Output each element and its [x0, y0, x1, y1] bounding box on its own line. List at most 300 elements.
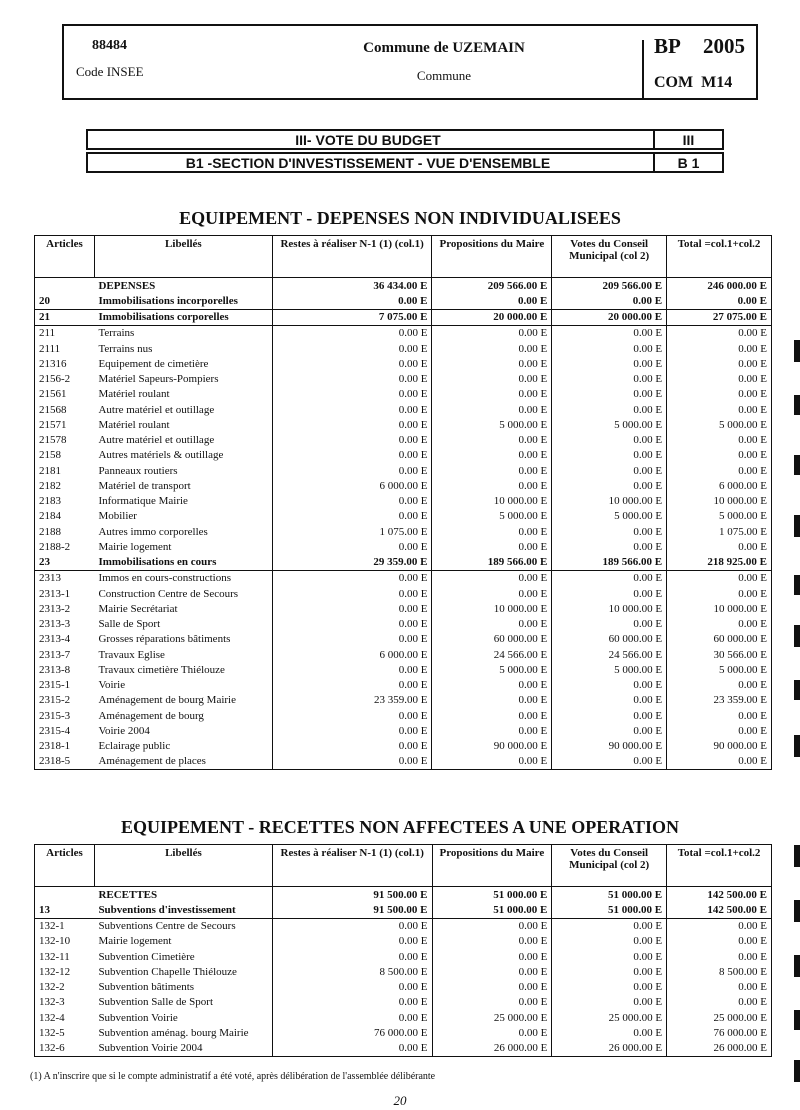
article-code: 2183 — [35, 494, 95, 509]
depenses-header-row — [35, 236, 772, 278]
article-code: 132-11 — [35, 949, 95, 964]
article-code — [35, 887, 95, 903]
cell-prop: 0.00 E — [432, 293, 552, 309]
row-label: Subvention Voirie 2004 — [94, 1041, 272, 1057]
commune-label: Commune — [416, 68, 472, 83]
scan-mark — [794, 955, 800, 977]
cell-prop: 0.00 E — [432, 478, 552, 493]
article-code: 2181 — [35, 463, 95, 478]
cell-restes: 0.00 E — [272, 995, 432, 1010]
cell-total: 0.00 E — [667, 448, 772, 463]
article-code: 2313-1 — [35, 586, 95, 601]
table-row — [35, 586, 772, 601]
article-code: 132-4 — [35, 1010, 95, 1025]
article-code: 20 — [35, 293, 95, 309]
col-restes: Restes à réaliser N-1 (1) (col.1) — [272, 236, 432, 278]
cell-total: 5 000.00 E — [667, 509, 772, 524]
cell-votes: 5 000.00 E — [552, 509, 667, 524]
cell-votes: 0.00 E — [552, 1025, 667, 1040]
cell-votes: 0.00 E — [552, 433, 667, 448]
cell-prop: 0.00 E — [432, 723, 552, 738]
table-row — [35, 478, 772, 493]
cell-total: 6 000.00 E — [667, 478, 772, 493]
cell-votes: 0.00 E — [552, 980, 667, 995]
row-label: Subvention bâtiments — [98, 981, 195, 994]
article-code: 132-2 — [35, 980, 95, 995]
table-row — [35, 417, 772, 432]
table-row — [35, 617, 772, 632]
row-label: Immobilisations corporelles — [94, 309, 272, 325]
table-row — [35, 1041, 772, 1057]
cell-total: 27 075.00 E — [667, 309, 772, 325]
row-label: Panneaux routiers — [98, 464, 178, 477]
row-label: Mairie logement — [98, 540, 172, 553]
row-label: Subventions Centre de Secours — [98, 920, 236, 933]
m14-label: M14 — [701, 74, 733, 91]
cell-votes: 10 000.00 E — [552, 601, 667, 616]
cell-votes: 0.00 E — [552, 539, 667, 554]
insee-code: 88484 — [92, 38, 127, 53]
table-row — [35, 647, 772, 662]
cell-votes: 0.00 E — [552, 325, 667, 341]
row-label: Voirie 2004 — [98, 724, 150, 737]
article-code: 2111 — [35, 341, 95, 356]
article-code: 2313-8 — [35, 662, 95, 677]
table-row — [35, 278, 772, 294]
cell-total: 0.00 E — [667, 570, 772, 586]
table-row — [35, 356, 772, 371]
col-propositions: Propositions du Maire — [432, 236, 552, 278]
table-row — [35, 678, 772, 693]
cell-total: 0.00 E — [667, 586, 772, 601]
cell-prop: 0.00 E — [432, 995, 552, 1010]
depenses-body — [35, 278, 772, 770]
article-code: 132-5 — [35, 1025, 95, 1040]
article-code: 13 — [35, 902, 95, 918]
cell-restes: 91 500.00 E — [272, 902, 432, 918]
budget-year — [654, 34, 745, 59]
cell-prop: 5 000.00 E — [432, 509, 552, 524]
banner-section — [86, 152, 724, 173]
article-code: 21578 — [35, 433, 95, 448]
article-code: 2182 — [35, 478, 95, 493]
col-total: Total =col.1+col.2 — [667, 845, 772, 887]
scan-mark — [794, 340, 800, 362]
cell-votes: 0.00 E — [552, 448, 667, 463]
article-code — [35, 278, 95, 294]
cell-prop: 0.00 E — [432, 754, 552, 770]
banner-code-2: B 1 — [677, 155, 700, 171]
cell-total: 90 000.00 E — [667, 739, 772, 754]
cell-total: 0.00 E — [667, 325, 772, 341]
cell-restes: 0.00 E — [272, 570, 432, 586]
row-label: Subventions d'investissement — [94, 902, 272, 918]
table-row — [35, 509, 772, 524]
cell-prop: 0.00 E — [432, 708, 552, 723]
table-row — [35, 555, 772, 571]
scan-mark — [794, 680, 800, 700]
cell-prop: 0.00 E — [432, 372, 552, 387]
bp-label: BP — [654, 34, 680, 58]
cell-total: 142 500.00 E — [667, 902, 772, 918]
recettes-table — [34, 844, 772, 1057]
cell-total: 10 000.00 E — [667, 601, 772, 616]
table-row — [35, 293, 772, 309]
table-row — [35, 902, 772, 918]
row-label: Informatique Mairie — [98, 495, 188, 508]
cell-restes: 91 500.00 E — [272, 887, 432, 903]
scan-mark — [794, 395, 800, 415]
cell-restes: 8 500.00 E — [272, 964, 432, 979]
article-code: 2184 — [35, 509, 95, 524]
cell-total: 246 000.00 E — [667, 278, 772, 294]
cell-prop: 0.00 E — [432, 918, 552, 934]
cell-total: 0.00 E — [667, 723, 772, 738]
table-row — [35, 325, 772, 341]
cell-votes: 60 000.00 E — [552, 632, 667, 647]
cell-votes: 0.00 E — [552, 463, 667, 478]
cell-restes: 0.00 E — [272, 293, 432, 309]
cell-prop: 209 566.00 E — [432, 278, 552, 294]
article-code: 2158 — [35, 448, 95, 463]
table-row — [35, 723, 772, 738]
cell-restes: 0.00 E — [272, 678, 432, 693]
cell-total: 0.00 E — [667, 539, 772, 554]
article-code: 132-12 — [35, 964, 95, 979]
cell-restes: 0.00 E — [272, 539, 432, 554]
cell-votes: 0.00 E — [552, 723, 667, 738]
cell-total: 60 000.00 E — [667, 632, 772, 647]
cell-restes: 0.00 E — [272, 934, 432, 949]
table-row — [35, 387, 772, 402]
row-label: RECETTES — [98, 888, 158, 901]
cell-total: 8 500.00 E — [667, 964, 772, 979]
row-label: Eclairage public — [98, 740, 171, 753]
cell-restes: 0.00 E — [272, 617, 432, 632]
table-row — [35, 448, 772, 463]
article-code: 2156-2 — [35, 372, 95, 387]
cell-restes: 0.00 E — [272, 448, 432, 463]
row-label: Immos en cours-constructions — [98, 572, 232, 585]
header-divider — [642, 40, 644, 100]
cell-total: 0.00 E — [667, 754, 772, 770]
table-row — [35, 1010, 772, 1025]
table-row — [35, 372, 772, 387]
table-row — [35, 632, 772, 647]
row-label: Matériel Sapeurs-Pompiers — [98, 373, 219, 386]
cell-restes: 29 359.00 E — [272, 555, 432, 571]
cell-prop: 0.00 E — [432, 341, 552, 356]
scan-mark — [794, 845, 800, 867]
cell-total: 0.00 E — [667, 934, 772, 949]
cell-restes: 1 075.00 E — [272, 524, 432, 539]
table-row — [35, 739, 772, 754]
cell-total: 5 000.00 E — [667, 662, 772, 677]
cell-total: 0.00 E — [667, 387, 772, 402]
cell-prop: 0.00 E — [432, 964, 552, 979]
cell-votes: 20 000.00 E — [552, 309, 667, 325]
cell-total: 142 500.00 E — [667, 887, 772, 903]
cell-total: 0.00 E — [667, 293, 772, 309]
row-label: Mobilier — [98, 510, 137, 523]
row-label: Subvention aménag. bourg Mairie — [98, 1026, 249, 1039]
scan-mark — [794, 455, 800, 475]
cell-votes: 5 000.00 E — [552, 417, 667, 432]
year-label: 2005 — [702, 34, 745, 58]
cell-votes: 0.00 E — [552, 586, 667, 601]
cell-restes: 0.00 E — [272, 601, 432, 616]
cell-prop: 20 000.00 E — [432, 309, 552, 325]
recettes-header-row — [35, 845, 772, 887]
cell-total: 0.00 E — [667, 617, 772, 632]
row-label: Matériel de transport — [98, 479, 191, 492]
cell-total: 76 000.00 E — [667, 1025, 772, 1040]
article-code: 211 — [35, 325, 95, 341]
cell-prop: 26 000.00 E — [432, 1041, 552, 1057]
table-row — [35, 494, 772, 509]
scan-mark — [794, 1060, 800, 1082]
row-label: Immobilisations incorporelles — [94, 293, 272, 309]
table-row — [35, 402, 772, 417]
cell-prop: 0.00 E — [432, 980, 552, 995]
cell-prop: 0.00 E — [432, 617, 552, 632]
cell-votes: 0.00 E — [552, 293, 667, 309]
cell-votes: 0.00 E — [552, 387, 667, 402]
cell-restes: 0.00 E — [272, 341, 432, 356]
cell-restes: 0.00 E — [272, 1041, 432, 1057]
table-row — [35, 995, 772, 1010]
article-code: 2315-4 — [35, 723, 95, 738]
cell-restes: 0.00 E — [272, 402, 432, 417]
cell-total: 0.00 E — [667, 463, 772, 478]
table-row — [35, 693, 772, 708]
row-label: Subvention Voirie — [98, 1011, 178, 1024]
cell-total: 1 075.00 E — [667, 524, 772, 539]
row-label: Equipement de cimetière — [98, 357, 209, 370]
cell-total: 0.00 E — [667, 949, 772, 964]
row-label: Travaux Eglise — [98, 648, 165, 661]
table-row — [35, 539, 772, 554]
nomenclature — [654, 74, 732, 92]
article-code: 2315-3 — [35, 708, 95, 723]
cell-votes: 10 000.00 E — [552, 494, 667, 509]
table-row — [35, 887, 772, 903]
cell-total: 0.00 E — [667, 678, 772, 693]
article-code: 2315-2 — [35, 693, 95, 708]
cell-votes: 90 000.00 E — [552, 739, 667, 754]
cell-restes: 0.00 E — [272, 463, 432, 478]
cell-votes: 0.00 E — [552, 356, 667, 371]
table-row — [35, 934, 772, 949]
cell-votes: 0.00 E — [552, 708, 667, 723]
cell-votes: 0.00 E — [552, 678, 667, 693]
table-row — [35, 918, 772, 934]
article-code: 132-6 — [35, 1041, 95, 1057]
article-code: 21 — [35, 309, 95, 325]
col-libelles: Libellés — [94, 236, 272, 278]
row-label: Autres matériels & outillage — [98, 449, 224, 462]
article-code: 2313-2 — [35, 601, 95, 616]
cell-restes: 36 434.00 E — [272, 278, 432, 294]
cell-votes: 26 000.00 E — [552, 1041, 667, 1057]
cell-votes: 0.00 E — [552, 341, 667, 356]
cell-total: 23 359.00 E — [667, 693, 772, 708]
cell-prop: 0.00 E — [432, 463, 552, 478]
article-code: 2315-1 — [35, 678, 95, 693]
cell-prop: 90 000.00 E — [432, 739, 552, 754]
table-row — [35, 433, 772, 448]
cell-prop: 10 000.00 E — [432, 494, 552, 509]
article-code: 2188 — [35, 524, 95, 539]
row-label: Matériel roulant — [98, 388, 170, 401]
article-code: 2313-7 — [35, 647, 95, 662]
article-code: 2318-5 — [35, 754, 95, 770]
table-row — [35, 524, 772, 539]
cell-prop: 0.00 E — [432, 524, 552, 539]
table-row — [35, 754, 772, 770]
row-label: Voirie — [98, 679, 126, 692]
cell-prop: 0.00 E — [432, 570, 552, 586]
row-label: Terrains — [98, 327, 135, 340]
cell-votes: 0.00 E — [552, 918, 667, 934]
cell-restes: 0.00 E — [272, 356, 432, 371]
row-label: Aménagement de bourg — [98, 709, 204, 722]
article-code: 23 — [35, 555, 95, 571]
recettes-body — [35, 887, 772, 1057]
cell-restes: 6 000.00 E — [272, 478, 432, 493]
banner-title-2: B1 -SECTION D'INVESTISSEMENT - VUE D'ENSEMBLE — [185, 155, 551, 171]
cell-total: 0.00 E — [667, 402, 772, 417]
cell-votes: 0.00 E — [552, 964, 667, 979]
depenses-title: EQUIPEMENT - DEPENSES NON INDIVIDUALISEES — [179, 208, 621, 228]
row-label: Mairie logement — [98, 935, 172, 948]
cell-prop: 0.00 E — [432, 356, 552, 371]
col-votes: Votes du Conseil Municipal (col 2) — [552, 236, 667, 278]
cell-prop: 0.00 E — [432, 678, 552, 693]
recettes-title: EQUIPEMENT - RECETTES NON AFFECTEES A UNE OPERATION — [121, 817, 679, 837]
cell-votes: 0.00 E — [552, 402, 667, 417]
cell-total: 0.00 E — [667, 356, 772, 371]
scan-mark — [794, 625, 800, 647]
cell-restes: 0.00 E — [272, 417, 432, 432]
cell-restes: 0.00 E — [272, 754, 432, 770]
cell-prop: 51 000.00 E — [432, 887, 552, 903]
row-label: Construction Centre de Secours — [98, 587, 239, 600]
scan-mark — [794, 515, 800, 537]
table-row — [35, 708, 772, 723]
row-label: Autre matériel et outillage — [98, 403, 215, 416]
cell-restes: 0.00 E — [272, 372, 432, 387]
cell-restes: 0.00 E — [272, 586, 432, 601]
row-label: Terrains nus — [98, 342, 153, 355]
cell-total: 5 000.00 E — [667, 417, 772, 432]
cell-restes: 0.00 E — [272, 739, 432, 754]
cell-restes: 0.00 E — [272, 433, 432, 448]
row-label: Autres immo corporelles — [98, 525, 208, 538]
cell-votes: 0.00 E — [552, 693, 667, 708]
table-row — [35, 964, 772, 979]
scan-mark — [794, 1010, 800, 1030]
banner-code-1: III — [682, 132, 695, 148]
cell-restes: 23 359.00 E — [272, 693, 432, 708]
cell-total: 25 000.00 E — [667, 1010, 772, 1025]
row-label: DEPENSES — [98, 279, 156, 292]
cell-votes: 24 566.00 E — [552, 647, 667, 662]
cell-votes: 0.00 E — [552, 617, 667, 632]
cell-votes: 0.00 E — [552, 995, 667, 1010]
cell-prop: 0.00 E — [432, 387, 552, 402]
article-code: 2318-1 — [35, 739, 95, 754]
cell-total: 26 000.00 E — [667, 1041, 772, 1057]
com-label: COM — [654, 74, 694, 91]
cell-prop: 60 000.00 E — [432, 632, 552, 647]
cell-prop: 0.00 E — [432, 949, 552, 964]
col-articles: Articles — [35, 845, 95, 887]
cell-prop: 5 000.00 E — [432, 417, 552, 432]
cell-restes: 0.00 E — [272, 494, 432, 509]
cell-restes: 0.00 E — [272, 1010, 432, 1025]
col-propositions: Propositions du Maire — [432, 845, 552, 887]
article-code: 2188-2 — [35, 539, 95, 554]
footnote: (1) A n'inscrire que si le compte administratif a été voté, après délibération de l'assemblée délibérante — [30, 1071, 436, 1082]
cell-prop: 5 000.00 E — [432, 662, 552, 677]
table-row — [35, 662, 772, 677]
col-total: Total =col.1+col.2 — [667, 236, 772, 278]
col-restes: Restes à réaliser N-1 (1) (col.1) — [272, 845, 432, 887]
article-code: 21561 — [35, 387, 95, 402]
cell-prop: 189 566.00 E — [432, 555, 552, 571]
cell-restes: 7 075.00 E — [272, 309, 432, 325]
table-row — [35, 309, 772, 325]
scan-mark — [794, 735, 800, 757]
row-label: Grosses réparations bâtiments — [98, 633, 231, 646]
cell-votes: 209 566.00 E — [552, 278, 667, 294]
table-row — [35, 949, 772, 964]
cell-votes: 0.00 E — [552, 754, 667, 770]
cell-prop: 0.00 E — [432, 586, 552, 601]
article-code: 21316 — [35, 356, 95, 371]
scan-mark — [794, 900, 800, 922]
cell-prop: 51 000.00 E — [432, 902, 552, 918]
cell-votes: 51 000.00 E — [552, 902, 667, 918]
table-row — [35, 341, 772, 356]
table-row — [35, 463, 772, 478]
row-label: Mairie Secrétariat — [98, 602, 178, 615]
banner-vote-budget — [86, 129, 724, 150]
cell-votes: 189 566.00 E — [552, 555, 667, 571]
cell-total: 10 000.00 E — [667, 494, 772, 509]
cell-votes: 0.00 E — [552, 372, 667, 387]
cell-prop: 0.00 E — [432, 1025, 552, 1040]
cell-total: 0.00 E — [667, 980, 772, 995]
cell-votes: 25 000.00 E — [552, 1010, 667, 1025]
cell-restes: 0.00 E — [272, 387, 432, 402]
cell-total: 30 566.00 E — [667, 647, 772, 662]
cell-total: 0.00 E — [667, 918, 772, 934]
cell-total: 0.00 E — [667, 708, 772, 723]
cell-prop: 0.00 E — [432, 539, 552, 554]
row-label: Immobilisations en cours — [94, 555, 272, 571]
row-label: Aménagement de places — [94, 754, 272, 770]
cell-votes: 5 000.00 E — [552, 662, 667, 677]
article-code: 21571 — [35, 417, 95, 432]
row-label: Aménagement de bourg Mairie — [98, 694, 236, 707]
cell-total: 0.00 E — [667, 372, 772, 387]
cell-prop: 10 000.00 E — [432, 601, 552, 616]
article-code: 21568 — [35, 402, 95, 417]
cell-restes: 0.00 E — [272, 708, 432, 723]
page-number: 20 — [393, 1093, 407, 1108]
